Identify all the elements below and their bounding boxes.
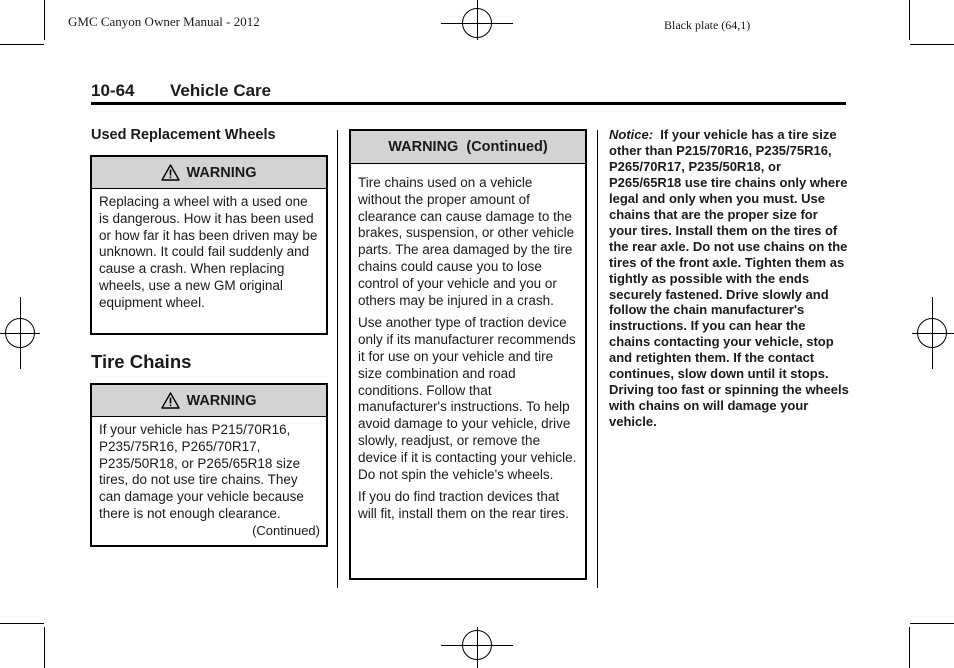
notice-text: If your vehicle has a tire size other than P215/70R16, P235/75R16, P265/70R17, P235/50R18, or P265/65R18 use tire chains only where legal and only when you must. Use chains that are the proper size for your tires. Install them on the tires of the rear axle. Do not use chains on the tires of the front axle. Tighten them as tightly as possible with the ends securely fastened. Drive slowly and follow the chain manufacturer's instructions. If you can hear the chains contacting your vehicle, stop and retighten them. If the contact continues, slow down until it stops. Driving too fast or spinning the wheels with chains on will damage your vehicle. <box>609 127 849 430</box>
warning-body <box>92 417 326 523</box>
heading-tire-chains: Tire Chains <box>91 351 192 372</box>
header-rule <box>91 102 846 105</box>
warning-box-used-wheels <box>90 155 328 335</box>
column-separator <box>597 130 598 588</box>
notice-label: Notice: <box>609 127 654 142</box>
column-separator <box>337 130 338 588</box>
crop-mark <box>909 627 910 668</box>
crop-mark <box>909 0 910 40</box>
crop-mark <box>44 0 45 40</box>
warning-header <box>92 385 326 417</box>
crop-mark <box>0 623 44 624</box>
crop-mark <box>44 627 45 668</box>
warning-continued-label: WARNING (Continued) <box>388 139 548 155</box>
warning-box-tire-chains <box>90 383 328 547</box>
warning-body <box>351 164 585 523</box>
warning-box-continued <box>349 129 587 580</box>
plate-left-label: GMC Canyon Owner Manual - 2012 <box>68 14 260 29</box>
subheading-used-replacement-wheels: Used Replacement Wheels <box>91 127 276 143</box>
warning-triangle-icon <box>161 392 180 409</box>
crop-mark <box>0 44 44 45</box>
plate-right-label: Black plate (64,1) <box>664 18 751 32</box>
warning-label: WARNING <box>186 392 257 409</box>
crop-mark <box>910 44 954 45</box>
section-title: Vehicle Care <box>170 81 272 100</box>
warning-label: WARNING <box>186 164 257 181</box>
warning-header <box>92 157 326 189</box>
continued-label: (Continued) <box>252 522 320 538</box>
page-number: 10-64 <box>91 81 135 100</box>
warning-triangle-icon <box>161 164 180 181</box>
warning-paragraph: If you do find traction devices that will fit, install them on the rear tires. <box>358 489 569 522</box>
warning-body <box>92 189 326 312</box>
warning-header <box>351 131 585 164</box>
warning-text: If your vehicle has P215/70R16, P235/75R16, P265/70R17, P235/50R18, or P265/65R18 size tires, do not use tire chains. They can damage your vehicle because there is not enough clearance. <box>99 422 304 521</box>
notice-block <box>609 127 849 430</box>
crop-mark <box>910 623 954 624</box>
warning-text: Replacing a wheel with a used one is dangerous. How it has been used or how far it has been driven may be unknown. It could fail suddenly and cause a crash. When replacing wheels, use a new GM original equipment wheel. <box>99 194 318 310</box>
warning-paragraph: Tire chains used on a vehicle without the proper amount of clearance can cause damage to the brakes, suspension, or other vehicle parts. The area damaged by the tire chains could cause you to lose control of your vehicle and you or others may be injured in a crash. <box>358 175 575 308</box>
warning-paragraph: Use another type of traction device only if its manufacturer recommends it for use on your vehicle and tire size combination and road conditions. Follow that manufacturer's instructions. To help avoid damage to your vehicle, drive slowly, readjust, or remove the device if it is contacting your vehicle. Do not spin the vehicle's wheels. <box>358 315 577 482</box>
